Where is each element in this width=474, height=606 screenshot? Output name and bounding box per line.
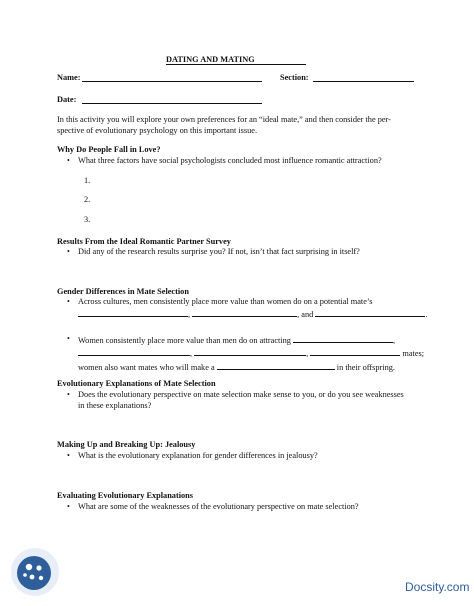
bullet-icon: • <box>67 451 70 460</box>
date-label: Date: <box>57 95 77 104</box>
bullet-icon: • <box>67 156 70 165</box>
question-evaluating: What are some of the weaknesses of the evolutionary perspective on mate selection? <box>78 502 359 511</box>
name-field[interactable] <box>82 81 262 82</box>
bullet-icon: • <box>67 247 70 256</box>
section-field[interactable] <box>313 81 414 82</box>
docsity-logo-icon <box>8 544 62 598</box>
bullet-icon: • <box>67 297 70 306</box>
question-evolutionary-line-1: Does the evolutionary perspective on mate selection make sense to you, or do you see weaknesses <box>78 390 404 399</box>
list-number-2: 2. <box>84 195 91 204</box>
gender-bullet-2-line-3: women also want mates who will make a in their offspring. <box>78 363 395 372</box>
docsity-watermark: Docsity.com <box>405 580 470 594</box>
question-survey: Did any of the research results surprise you? If not, isn’t that fact surprising in itself? <box>78 247 360 256</box>
list-number-1: 1. <box>84 176 91 185</box>
list-number-3: 3. <box>84 215 91 224</box>
section-heading-love: Why Do People Fall in Love? <box>57 145 161 154</box>
question-evolutionary-line-2: in these explanations? <box>78 401 152 410</box>
gender-bullet-2-line-1: Women consistently place more value than men do on attracting , <box>78 336 396 345</box>
bullet-icon: • <box>67 502 70 511</box>
title-underline <box>166 64 306 65</box>
intro-line-1: In this activity you will explore your own preferences for an “ideal mate,” and then consider the per- <box>57 115 391 124</box>
question-jealousy: What is the evolutionary explanation for gender differences in jealousy? <box>78 451 318 460</box>
section-heading-evolutionary: Evolutionary Explanations of Mate Selection <box>57 379 216 388</box>
blank-field[interactable] <box>310 347 400 356</box>
section-heading-survey: Results From the Ideal Romantic Partner Survey <box>57 237 231 246</box>
section-heading-jealousy: Making Up and Breaking Up: Jealousy <box>57 440 196 449</box>
blank-field[interactable] <box>194 347 306 356</box>
section-heading-gender: Gender Differences in Mate Selection <box>57 287 189 296</box>
blank-field[interactable] <box>293 334 393 343</box>
intro-line-2: spective of evolutionary psychology on this important issue. <box>57 126 258 135</box>
gender-bullet-2-line-2: , , mates; <box>78 347 424 359</box>
date-field[interactable] <box>82 103 262 104</box>
blank-field[interactable] <box>78 308 188 317</box>
bullet-icon: • <box>67 334 70 343</box>
section-heading-evaluating: Evaluating Evolutionary Explanations <box>57 491 194 500</box>
blank-field[interactable] <box>315 308 425 317</box>
name-label: Name: <box>57 73 81 82</box>
blank-field[interactable] <box>192 308 297 317</box>
title-text: DATING AND MATING <box>166 55 255 64</box>
gender-bullet-1-line-1: Across cultures, men consistently place more value than women do on a potential mate’s <box>78 297 373 306</box>
gender-bullet-1-line-2: , , and . <box>78 308 427 320</box>
blank-field[interactable] <box>217 361 335 370</box>
bullet-icon: • <box>67 390 70 399</box>
blank-field[interactable] <box>78 347 190 356</box>
question-love: What three factors have social psychologists concluded most influence romantic attraction? <box>78 156 382 165</box>
section-label: Section: <box>280 73 309 82</box>
